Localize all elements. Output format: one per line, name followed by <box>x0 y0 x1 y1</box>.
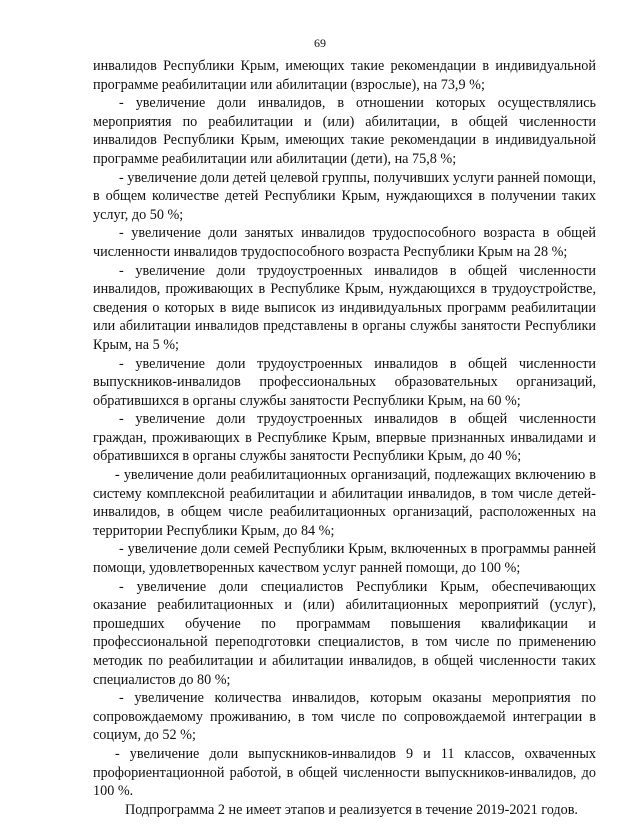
page-number: 69 <box>314 36 326 50</box>
paragraph-rehab-children: - увеличение доли инвалидов, в отношении которых осуществлялись мероприятия по реабилитации и (или) абилитации, в общей численности инвалидов Республики Крым, имеющих такие рекомендации в индивидуальной программе реабилитации или абилитации (дети), на 75,8 %; <box>93 95 596 167</box>
paragraph-continuation: инвалидов Республики Крым, имеющих такие рекомендации в индивидуальной программе реабилитации или абилитации (взрослые), на 73,9 %; <box>93 58 596 93</box>
paragraph-career-guidance: - увеличение доли выпускников-инвалидов 9 и 11 классов, охваченных профориентационной работой, в общей численности выпускников-инвалидов, до 100 %. <box>93 745 596 800</box>
document-body <box>93 57 596 819</box>
paragraph-employed-newly-recognized: - увеличение доли трудоустроенных инвалидов в общей численности граждан, проживающих в Республике Крым, впервые признанных инвалидами и обратившихся в органы службы занятости Республики Крым, до 40 %; <box>93 411 596 465</box>
paragraph-families-satisfied: - увеличение доли семей Республики Крым, включенных в программы ранней помощи, удовлетворенных качеством услуг ранней помощи, до 100 %; <box>93 541 596 577</box>
paragraph-rehab-organizations: - увеличение доли реабилитационных организаций, подлежащих включению в систему комплексной реабилитации и абилитации инвалидов, в том числе детей-инвалидов, в общем числе реабилитационных организаций, расположенных на территории Республики Крым, до 84 %; <box>93 467 596 539</box>
paragraph-employed-in-need: - увеличение доли трудоустроенных инвалидов в общей численности инвалидов, проживающих в Республике Крым, нуждающихся в трудоустройстве, сведения о которых в виде выписок из индивидуальных программ реабилитации или абилитации инвалидов представлены в органы службы занятости Республики Крым, на 5 %; <box>93 262 596 353</box>
paragraph-employed-graduates: - увеличение доли трудоустроенных инвалидов в общей численности выпускников-инвалидов профессиональных образовательных организаций, обратившихся в органы службы занятости Республики Крым, на 60 %; <box>93 355 596 409</box>
paragraph-specialists-trained: - увеличение доли специалистов Республики Крым, обеспечивающих оказание реабилитационных и (или) абилитационных мероприятий (услуг), прошедших обучение по программам повышения квалификации и профессиональной переподготовки специалистов, в том числе по применению методик по реабилитации и абилитации инвалидов, в общей численности таких специалистов до 80 %; <box>93 578 596 688</box>
paragraph-employed-working-age: - увеличение доли занятых инвалидов трудоспособного возраста в общей численности инвалидов трудоспособного возраста Республики Крым на 28 %; <box>93 225 596 260</box>
paragraph-accompanied-living: - увеличение количества инвалидов, которым оказаны мероприятия по сопровождаемому проживанию, в том числе по сопровождаемой интеграции в социум, до 52 %; <box>93 690 596 744</box>
paragraph-early-help: - увеличение доли детей целевой группы, получивших услуги ранней помощи, в общем количестве детей Республики Крым, нуждающихся в получении таких услуг, до 50 %; <box>93 169 596 223</box>
paragraph-subprogram-statement: Подпрограмма 2 не имеет этапов и реализуется в течение 2019-2021 годов. <box>125 801 578 818</box>
